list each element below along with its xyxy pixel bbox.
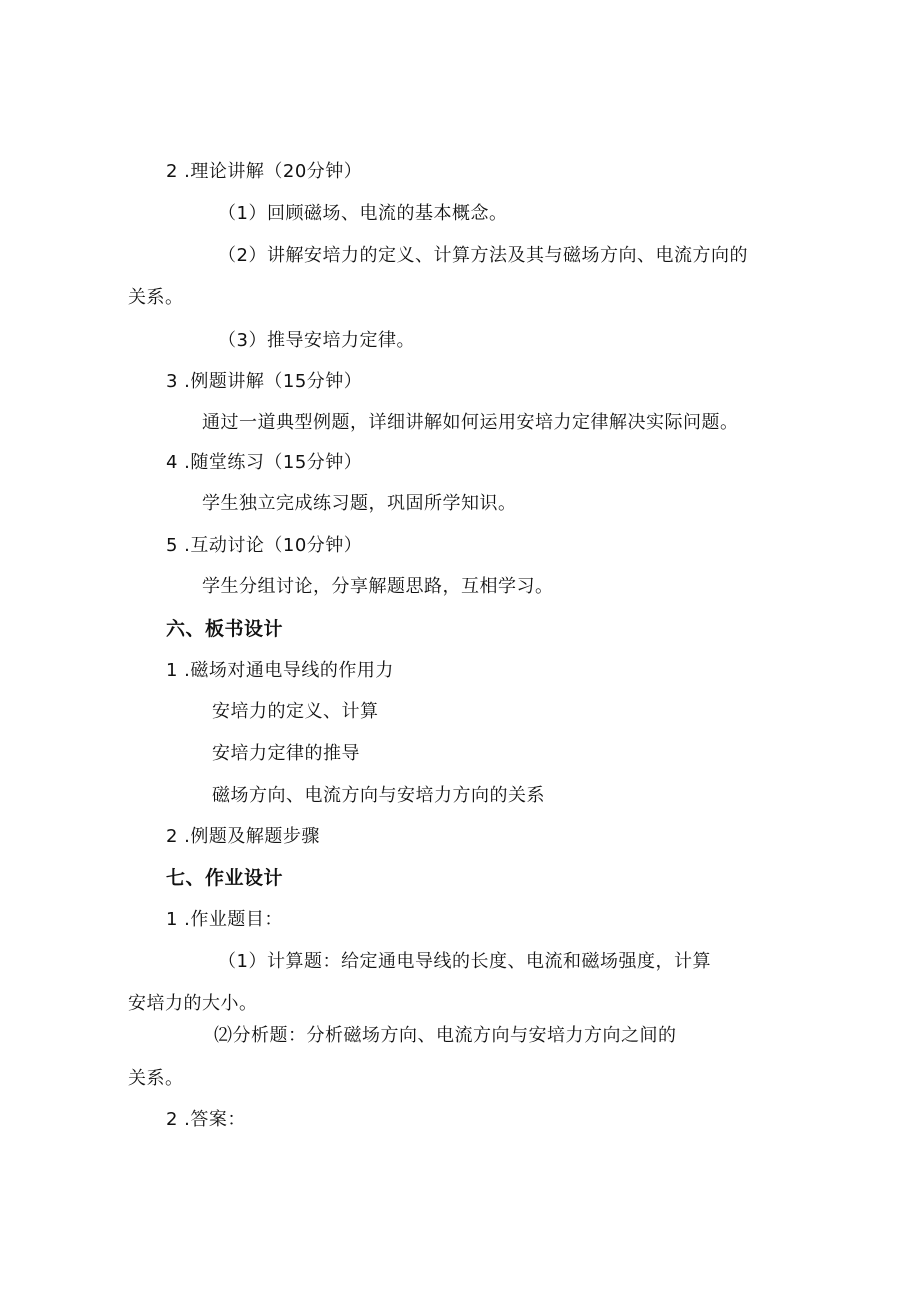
heading-homework-design: 七、作业设计: [166, 867, 284, 889]
board-subitem: 磁场方向、电流方向与安培力方向的关系: [212, 785, 545, 806]
section-item-example: 3 .例题讲解（15分钟）: [166, 371, 363, 392]
paragraph: 学生分组讨论，分享解题思路，互相学习。: [202, 576, 554, 597]
homework-item: 1 .作业题目：: [166, 909, 283, 930]
section-item-practice: 4 .随堂练习（15分钟）: [166, 452, 363, 473]
list-item: （1）回顾磁场、电流的基本概念。: [218, 203, 508, 224]
heading-board-design: 六、板书设计: [166, 618, 284, 640]
homework-item: 2 .答案：: [166, 1109, 246, 1130]
homework-question-continuation: 安培力的大小。: [128, 993, 258, 1014]
list-item: （3）推导安培力定律。: [218, 330, 415, 351]
list-item-continuation: 关系。: [128, 287, 184, 308]
paragraph: 通过一道典型例题，详细讲解如何运用安培力定律解决实际问题。: [202, 412, 739, 433]
section-item-theory: 2 .理论讲解（20分钟）: [166, 161, 363, 182]
board-subitem: 安培力的定义、计算: [212, 701, 379, 722]
paragraph: 学生独立完成练习题，巩固所学知识。: [202, 493, 517, 514]
board-subitem: 安培力定律的推导: [212, 743, 360, 764]
homework-question: ⑵分析题：分析磁场方向、电流方向与安培力方向之间的: [214, 1025, 677, 1046]
list-item: （2）讲解安培力的定义、计算方法及其与磁场方向、电流方向的: [218, 245, 748, 266]
homework-question: （1）计算题：给定通电导线的长度、电流和磁场强度，计算: [218, 951, 711, 972]
board-item: 1 .磁场对通电导线的作用力: [166, 660, 394, 681]
board-item: 2 .例题及解题步骤: [166, 826, 320, 847]
homework-question-continuation: 关系。: [128, 1068, 184, 1089]
section-item-discussion: 5 .互动讨论（10分钟）: [166, 535, 363, 556]
